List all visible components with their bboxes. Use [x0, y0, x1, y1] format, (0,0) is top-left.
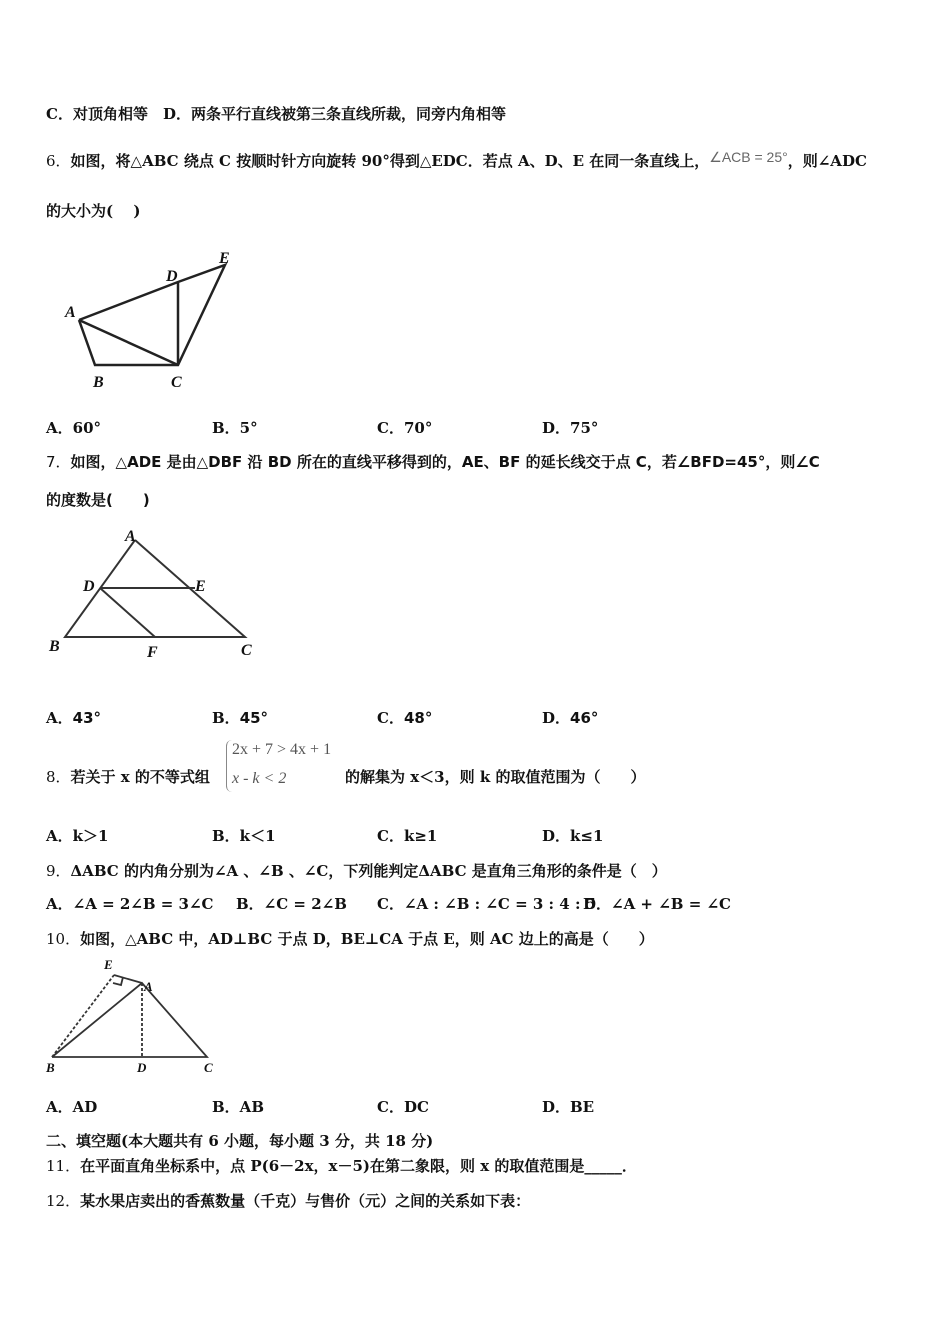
q8-option-a[interactable]: A．k＞1 — [46, 827, 109, 845]
q6-stem — [46, 149, 867, 171]
label-a: A — [125, 528, 136, 545]
q10-option-d[interactable]: D．BE — [542, 1098, 595, 1116]
q10-option-b[interactable]: B．AB — [212, 1098, 264, 1116]
option-value: 45° — [239, 709, 269, 727]
q7-figure — [45, 525, 275, 665]
option-value: 46° — [570, 709, 599, 727]
q11-text: 在平面直角坐标系中，点 P(6－2x，x－5)在第二象限，则 x 的取值范围是_____． — [80, 1157, 637, 1175]
q10-number: 10． — [46, 930, 81, 948]
label-e: E — [195, 578, 206, 595]
q8-number: 8． — [46, 768, 71, 786]
q9-option-b[interactable]: B．∠C = 2∠B — [236, 895, 347, 913]
q6-text: 如图，将△ABC 绕点 C 按顺时针方向旋转 90°得到△EDC．若点 A、D、E 在同一条直线上， — [70, 152, 710, 170]
label-b: B — [49, 638, 60, 655]
label-d: D — [137, 1060, 147, 1075]
label-d: D — [166, 268, 178, 285]
label-b: B — [46, 1060, 55, 1075]
inequality-2: x - k < 2 — [232, 770, 287, 787]
label-c: C — [241, 642, 252, 659]
option-letter: D． — [542, 709, 571, 727]
q6-option-c[interactable]: C．70° — [377, 419, 433, 437]
q6-text-end: ，则∠ADC — [787, 152, 867, 170]
q6-option-b[interactable]: B．5° — [212, 419, 258, 437]
label-d: D — [83, 578, 95, 595]
q8-option-c[interactable]: C．k≥1 — [377, 827, 438, 845]
q9-text: ΔABC 的内角分别为∠A 、∠B 、∠C，下列能判定ΔABC 是直角三角形的条件是（ ） — [70, 862, 667, 880]
q10-stem — [46, 928, 654, 949]
option-letter: A． — [46, 709, 73, 727]
label-e: E — [219, 250, 230, 267]
q5-options-cd: C．对顶角相等 D．两条平行直线被第三条直线所裁，同旁内角相等 — [46, 105, 506, 123]
q8-option-d[interactable]: D．k≤1 — [542, 827, 604, 845]
q6-figure — [55, 245, 255, 395]
q7-option-b[interactable] — [212, 707, 268, 728]
q12-stem — [46, 1190, 530, 1211]
q7-option-c[interactable] — [377, 707, 432, 728]
option-letter: B． — [212, 709, 240, 727]
q6-number: 6． — [46, 152, 71, 170]
label-e: E — [104, 957, 113, 972]
option-value: 43° — [72, 709, 102, 727]
label-c: C — [171, 374, 182, 391]
q7-stem-line2: 的度数是( ) — [46, 491, 150, 509]
q9-stem — [46, 860, 667, 881]
q10-figure — [42, 955, 232, 1080]
q8-text-end: 的解集为 x＜3，则 k 的取值范围为（ ） — [345, 768, 646, 786]
label-c: C — [204, 1060, 213, 1075]
q6-stem-line2: 的大小为( ) — [46, 202, 141, 220]
section-2-heading: 二、填空题(本大题共有 6 小题，每小题 3 分，共 18 分) — [46, 1132, 434, 1150]
label-a: A — [65, 304, 76, 321]
q9-option-d[interactable]: D．∠A + ∠B = ∠C — [583, 895, 731, 913]
q7-stem — [46, 451, 820, 472]
q7-option-a[interactable] — [46, 707, 101, 728]
q10-text: 如图，△ABC 中，AD⊥BC 于点 D，BE⊥CA 于点 E，则 AC 边上的高是（ ） — [80, 930, 654, 948]
q11-stem — [46, 1155, 637, 1176]
label-f: F — [147, 644, 158, 661]
label-a: A — [144, 979, 153, 994]
option-value: 48° — [403, 709, 433, 727]
q7-option-d[interactable] — [542, 707, 598, 728]
q10-option-c[interactable]: C．DC — [377, 1098, 429, 1116]
q9-number: 9． — [46, 862, 71, 880]
q12-text: 某水果店卖出的香蕉数量（千克）与售价（元）之间的关系如下表： — [80, 1192, 531, 1210]
option-letter: C． — [377, 709, 404, 727]
q6-option-a[interactable]: A．60° — [46, 419, 102, 437]
q7-number: 7． — [46, 453, 71, 471]
q8-text: 若关于 x 的不等式组 — [70, 768, 210, 786]
q7-text: 如图，△ADE 是由△DBF 沿 BD 所在的直线平移得到的，AE、BF 的延长线交于点 C，若∠BFD=45°，则∠C — [70, 453, 820, 471]
inequality-1: 2x + 7 > 4x + 1 — [232, 741, 332, 758]
q12-number: 12． — [46, 1192, 81, 1210]
q9-option-c[interactable]: C．∠A : ∠B : ∠C = 3 : 4 : 5 — [377, 895, 597, 913]
q8-option-b[interactable]: B．k＜1 — [212, 827, 276, 845]
label-b: B — [93, 374, 104, 391]
q6-option-d[interactable]: D．75° — [542, 419, 599, 437]
q6-angle-formula: ∠ACB = 25° — [709, 149, 788, 165]
q11-number: 11． — [46, 1157, 81, 1175]
q8-stem — [46, 766, 210, 787]
q9-option-a[interactable]: A．∠A = 2∠B = 3∠C — [46, 895, 214, 913]
q10-option-a[interactable]: A．AD — [46, 1098, 98, 1116]
